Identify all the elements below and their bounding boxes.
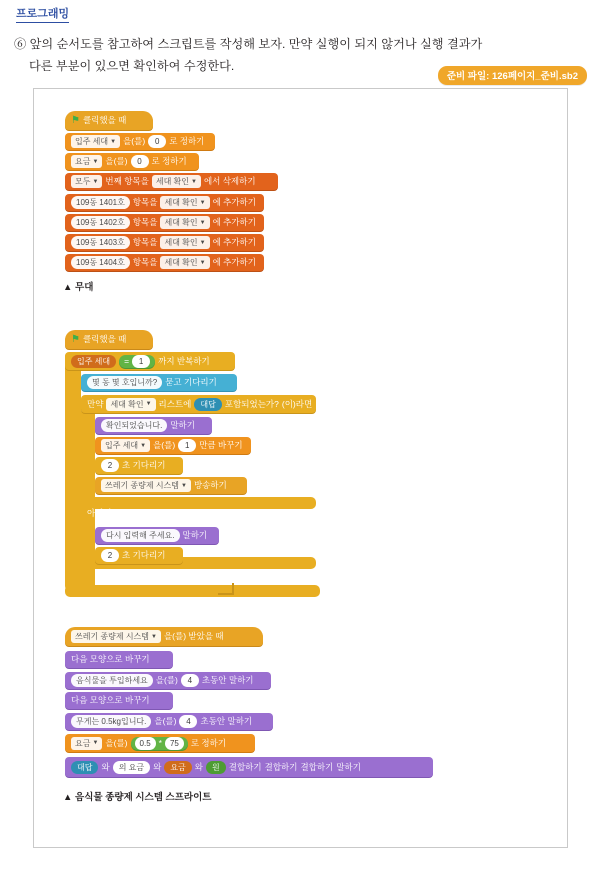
variable-reporter-1[interactable]: 입주 세대 (71, 355, 116, 368)
change-variable-block[interactable]: 입주 세대 ▼ 을(를) 1 만큼 바꾸기 (95, 437, 251, 454)
say-for-secs-block-1[interactable]: 음식물을 투입하세요 을(를) 4 초동안 말하기 (65, 672, 271, 689)
add-to-list-block-3[interactable]: 109동 1403호 항목을 세대 확인 ▼ 에 추가하기 (65, 234, 264, 251)
list-dropdown-1[interactable]: 세대 확인 ▼ (152, 175, 201, 188)
answer-reporter-2[interactable]: 대답 (71, 761, 98, 774)
say-seconds-input-2[interactable]: 4 (179, 715, 197, 728)
variable-dropdown-1[interactable]: 입주 세대 ▼ (71, 135, 120, 148)
variable-reporter-2[interactable]: 요금 (164, 761, 191, 774)
equals-right-input[interactable]: 1 (132, 355, 150, 368)
next-costume-block-2[interactable]: 다음 모양으로 바꾸기 (65, 692, 173, 709)
list-value-input-3[interactable]: 109동 1403호 (71, 236, 130, 249)
set-variable-block-3[interactable]: 요금 ▼ 을(를) 0.5 * 75 로 정하기 (65, 734, 255, 752)
loop-arrow-icon (218, 583, 234, 595)
add-to-list-block-1[interactable]: 109동 1401호 항목을 세대 확인 ▼ 에 추가하기 (65, 194, 264, 211)
when-i-receive-block[interactable]: 쓰레기 종량제 시스템 ▼ 을(를) 받았을 때 (65, 627, 263, 646)
receive-message-dropdown[interactable]: 쓰레기 종량제 시스템 ▼ (71, 630, 161, 643)
ask-text-input[interactable]: 몇 동 몇 호입니까? (87, 376, 162, 389)
multiply-right-input[interactable]: 75 (165, 737, 184, 750)
set-variable-block-2[interactable]: 요금 ▼ 을(를) 0 로 정하기 (65, 153, 199, 170)
list-dropdown-2[interactable]: 세대 확인 ▼ (160, 196, 209, 209)
repeat-until-block[interactable]: 입주 세대 = 1 까지 반복하기 (65, 352, 235, 370)
block-label: 클릭했을 때 (82, 115, 127, 125)
value-input-2[interactable]: 0 (131, 155, 149, 168)
index-dropdown[interactable]: 모두 ▼ (71, 175, 102, 188)
say-text-input-2[interactable]: 다시 입력해 주세요. (101, 529, 180, 542)
ask-and-wait-block[interactable]: 몇 동 몇 호입니까? 묻고 기다리기 (81, 374, 237, 391)
stage-caption: ▲ 무대 (63, 282, 94, 293)
wait-block-1[interactable]: 2 초 기다리기 (95, 457, 183, 474)
say-block-1[interactable]: 확인되었습니다. 말하기 (95, 417, 212, 434)
when-flag-clicked-block-2[interactable]: ⚑ 클릭했을 때 (65, 330, 153, 349)
change-amount-input[interactable]: 1 (178, 439, 196, 452)
equals-operator[interactable]: = 1 (119, 355, 155, 368)
change-variable-dropdown[interactable]: 입주 세대 ▼ (101, 439, 150, 452)
list-dropdown-3[interactable]: 세대 확인 ▼ (160, 216, 209, 229)
broadcast-message-dropdown[interactable]: 쓰레기 종량제 시스템 ▼ (101, 479, 191, 492)
green-flag-icon-2: ⚑ (71, 333, 80, 345)
when-flag-clicked-block-1[interactable] (65, 111, 153, 130)
multiply-left-input[interactable]: 0.5 (135, 737, 156, 750)
wait-block-2[interactable]: 2 초 기다리기 (95, 547, 183, 564)
say-block-2[interactable]: 다시 입력해 주세요. 말하기 (95, 527, 219, 544)
broadcast-block[interactable]: 쓰레기 종량제 시스템 ▼ 방송하기 (95, 477, 247, 494)
intro-line-1: ⑥ 앞의 순서도를 참고하여 스크립트를 작성해 보자. 만약 실행이 되지 않거나 실행 결과가 (14, 37, 483, 51)
if-list-dropdown[interactable]: 세대 확인 ▼ (106, 398, 155, 411)
next-costume-block-1[interactable]: 다음 모양으로 바꾸기 (65, 651, 173, 668)
list-dropdown-4[interactable]: 세대 확인 ▼ (160, 236, 209, 249)
else-label: 아니면 (87, 508, 112, 518)
join-text-input-1[interactable]: 의 요금 (113, 761, 150, 774)
variable-dropdown-3[interactable]: 요금 ▼ (71, 737, 102, 750)
value-input-1[interactable]: 0 (148, 135, 166, 148)
script-frame (33, 88, 568, 848)
say-text-input-1[interactable]: 확인되었습니다. (101, 419, 167, 432)
intro-line-2: 다른 부분이 있으면 확인하여 수정한다. (29, 59, 235, 73)
set-variable-block-1[interactable]: 입주 세대 ▼ 을(를) 0 로 정하기 (65, 133, 215, 150)
say-text-input-4[interactable]: 무게는 0.5kg입니다. (71, 715, 151, 728)
list-value-input-1[interactable]: 109동 1401호 (71, 196, 130, 209)
answer-reporter-1[interactable]: 대답 (194, 398, 221, 411)
wait-seconds-input-1[interactable]: 2 (101, 459, 119, 472)
chapter-title: 프로그래밍 (16, 8, 69, 23)
say-join-block[interactable]: 대답 와 의 요금 와 요금 와 원 결합하기 결합하기 결합하기 말하기 (65, 757, 433, 777)
delete-list-item-block[interactable]: 모두 ▼ 번째 항목을 세대 확인 ▼ 에서 삭제하기 (65, 173, 278, 190)
repeat-body-left-wall (65, 357, 81, 591)
add-to-list-block-4[interactable]: 109동 1404호 항목을 세대 확인 ▼ 에 추가하기 (65, 254, 264, 271)
sprite-caption: ▲ 음식물 종량제 시스템 스프라이트 (63, 792, 212, 803)
repeat-body-bottom (65, 585, 320, 597)
list-value-input-4[interactable]: 109동 1404호 (71, 256, 130, 269)
say-seconds-input-1[interactable]: 4 (181, 674, 199, 687)
file-badge: 준비 파일: 126페이지_준비.sb2 (438, 66, 587, 85)
say-for-secs-block-2[interactable]: 무게는 0.5kg입니다. 을(를) 4 초동안 말하기 (65, 713, 273, 730)
wait-seconds-input-2[interactable]: 2 (101, 549, 119, 562)
say-text-input-3[interactable]: 음식물을 투입하세요 (71, 674, 153, 687)
list-dropdown-5[interactable]: 세대 확인 ▼ (160, 256, 209, 269)
variable-dropdown-2[interactable]: 요금 ▼ (71, 155, 102, 168)
join-text-input-2[interactable]: 원 (206, 761, 226, 774)
multiply-operator[interactable]: 0.5 * 75 (131, 737, 188, 750)
list-value-input-2[interactable]: 109동 1402호 (71, 216, 130, 229)
green-flag-icon: ⚑ (71, 114, 80, 126)
if-else-block[interactable]: 만약 세대 확인 ▼ 리스트에 대답 포함되었는가? (이)라면 (81, 395, 316, 413)
add-to-list-block-2[interactable]: 109동 1402호 항목을 세대 확인 ▼ 에 추가하기 (65, 214, 264, 231)
